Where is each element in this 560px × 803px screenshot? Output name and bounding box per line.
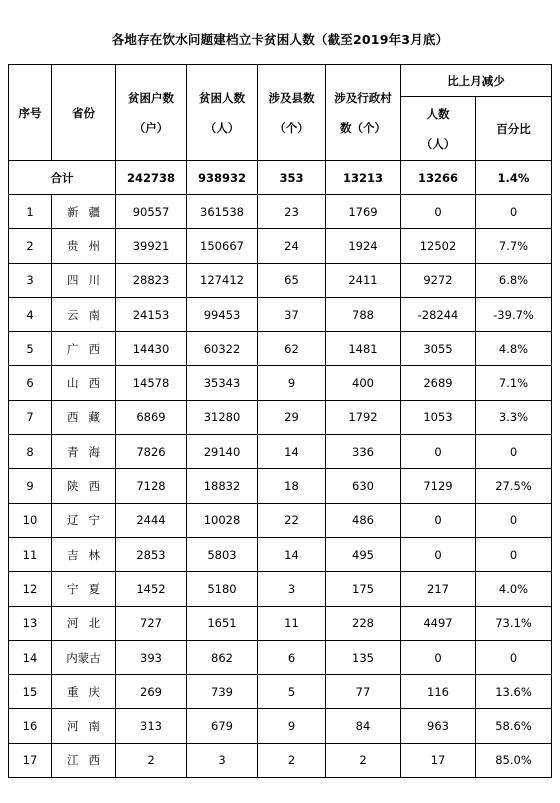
cell-counties: 3 [258,572,326,606]
cell-counties: 62 [258,332,326,366]
cell-villages: 1769 [326,195,401,229]
cell-reduction-people: 12502 [401,229,476,263]
cell-villages: 228 [326,606,401,640]
cell-households: 2 [116,743,187,777]
cell-people: 18832 [187,469,258,503]
cell-reduction-pct: 6.8% [476,263,552,297]
header-row [9,65,552,97]
header-reduction-pct: 百分比 [476,97,552,161]
cell-people: 60322 [187,332,258,366]
cell-people: 35343 [187,366,258,400]
table-row [9,435,552,469]
cell-seq: 2 [9,229,52,263]
cell-villages: 788 [326,297,401,331]
cell-reduction-pct: 27.5% [476,469,552,503]
cell-reduction-people: 0 [401,435,476,469]
cell-seq: 10 [9,503,52,537]
cell-villages: 175 [326,572,401,606]
cell-people: 739 [187,675,258,709]
cell-seq: 4 [9,297,52,331]
cell-households: 90557 [116,195,187,229]
cell-villages: 135 [326,640,401,674]
cell-reduction-pct: 3.3% [476,400,552,434]
cell-province: 云南 [52,297,116,331]
cell-households: 14430 [116,332,187,366]
cell-seq: 1 [9,195,52,229]
table-row [9,263,552,297]
cell-seq: 13 [9,606,52,640]
cell-province: 辽宁 [52,503,116,537]
cell-villages: 630 [326,469,401,503]
table-row [9,366,552,400]
cell-counties: 24 [258,229,326,263]
poverty-water-table [8,64,552,778]
cell-reduction-people: 7129 [401,469,476,503]
total-label: 合计 [9,161,116,195]
cell-counties: 37 [258,297,326,331]
cell-seq: 8 [9,435,52,469]
header-households: 贫困户数 （户） [116,65,187,161]
cell-province: 青海 [52,435,116,469]
cell-counties: 18 [258,469,326,503]
cell-villages: 84 [326,709,401,743]
cell-reduction-people: 0 [401,195,476,229]
cell-reduction-pct: -39.7% [476,297,552,331]
cell-province: 陕西 [52,469,116,503]
cell-reduction-people: 0 [401,537,476,571]
total-reduction-people: 13266 [401,161,476,195]
cell-households: 39921 [116,229,187,263]
cell-reduction-pct: 0 [476,435,552,469]
cell-counties: 5 [258,675,326,709]
cell-villages: 486 [326,503,401,537]
cell-people: 29140 [187,435,258,469]
cell-province: 四川 [52,263,116,297]
cell-households: 28823 [116,263,187,297]
cell-households: 1452 [116,572,187,606]
cell-reduction-people: 0 [401,503,476,537]
cell-seq: 15 [9,675,52,709]
cell-villages: 2411 [326,263,401,297]
cell-villages: 336 [326,435,401,469]
cell-seq: 17 [9,743,52,777]
table-row [9,743,552,777]
cell-villages: 400 [326,366,401,400]
cell-province: 广西 [52,332,116,366]
cell-reduction-people: 9272 [401,263,476,297]
cell-province: 吉林 [52,537,116,571]
cell-counties: 65 [258,263,326,297]
cell-people: 5803 [187,537,258,571]
cell-reduction-pct: 0 [476,195,552,229]
total-people: 938932 [187,161,258,195]
cell-reduction-pct: 0 [476,640,552,674]
cell-seq: 5 [9,332,52,366]
cell-counties: 2 [258,743,326,777]
cell-villages: 1924 [326,229,401,263]
cell-people: 127412 [187,263,258,297]
cell-seq: 3 [9,263,52,297]
cell-seq: 12 [9,572,52,606]
cell-reduction-people: 4497 [401,606,476,640]
cell-people: 679 [187,709,258,743]
header-people: 贫困人数 （人） [187,65,258,161]
cell-people: 31280 [187,400,258,434]
cell-reduction-people: 116 [401,675,476,709]
cell-reduction-pct: 73.1% [476,606,552,640]
cell-people: 361538 [187,195,258,229]
cell-seq: 16 [9,709,52,743]
header-reduction-group: 比上月减少 [401,65,552,97]
cell-households: 7826 [116,435,187,469]
table-row [9,572,552,606]
cell-province: 内蒙古 [52,640,116,674]
cell-counties: 23 [258,195,326,229]
cell-reduction-pct: 0 [476,503,552,537]
total-households: 242738 [116,161,187,195]
cell-province: 江西 [52,743,116,777]
cell-households: 6869 [116,400,187,434]
total-row [9,161,552,195]
cell-province: 河南 [52,709,116,743]
total-counties: 353 [258,161,326,195]
cell-reduction-pct: 7.7% [476,229,552,263]
cell-people: 862 [187,640,258,674]
cell-reduction-pct: 58.6% [476,709,552,743]
cell-reduction-pct: 13.6% [476,675,552,709]
cell-province: 山西 [52,366,116,400]
table-row [9,709,552,743]
cell-villages: 1481 [326,332,401,366]
cell-households: 269 [116,675,187,709]
cell-reduction-pct: 7.1% [476,366,552,400]
cell-province: 贵州 [52,229,116,263]
page-title: 各地存在饮水问题建档立卡贫困人数（截至2019年3月底） [111,32,449,47]
cell-villages: 2 [326,743,401,777]
header-counties: 涉及县数 （个） [258,65,326,161]
table-row [9,297,552,331]
cell-households: 2444 [116,503,187,537]
cell-people: 99453 [187,297,258,331]
cell-seq: 14 [9,640,52,674]
cell-people: 5180 [187,572,258,606]
cell-villages: 495 [326,537,401,571]
cell-people: 150667 [187,229,258,263]
cell-reduction-pct: 4.8% [476,332,552,366]
cell-counties: 14 [258,537,326,571]
total-reduction-pct: 1.4% [476,161,552,195]
cell-households: 24153 [116,297,187,331]
cell-villages: 77 [326,675,401,709]
cell-counties: 9 [258,709,326,743]
table-row [9,195,552,229]
cell-households: 727 [116,606,187,640]
cell-province: 新疆 [52,195,116,229]
cell-reduction-people: -28244 [401,297,476,331]
cell-counties: 14 [258,435,326,469]
cell-reduction-people: 217 [401,572,476,606]
cell-seq: 7 [9,400,52,434]
cell-people: 10028 [187,503,258,537]
cell-people: 3 [187,743,258,777]
table-row [9,640,552,674]
header-reduction-people: 人数 （人） [401,97,476,161]
cell-counties: 6 [258,640,326,674]
cell-counties: 11 [258,606,326,640]
table-row [9,537,552,571]
cell-province: 河北 [52,606,116,640]
cell-province: 重庆 [52,675,116,709]
total-villages: 13213 [326,161,401,195]
table-row [9,229,552,263]
table-row [9,606,552,640]
cell-province: 宁夏 [52,572,116,606]
cell-households: 7128 [116,469,187,503]
cell-seq: 11 [9,537,52,571]
cell-households: 14578 [116,366,187,400]
cell-counties: 29 [258,400,326,434]
cell-counties: 9 [258,366,326,400]
cell-reduction-people: 0 [401,640,476,674]
cell-villages: 1792 [326,400,401,434]
cell-province: 西藏 [52,400,116,434]
table-row [9,332,552,366]
cell-people: 1651 [187,606,258,640]
cell-households: 313 [116,709,187,743]
cell-reduction-people: 1053 [401,400,476,434]
cell-reduction-pct: 0 [476,537,552,571]
header-province: 省份 [52,65,116,161]
cell-reduction-people: 3055 [401,332,476,366]
cell-seq: 6 [9,366,52,400]
cell-reduction-pct: 85.0% [476,743,552,777]
cell-households: 393 [116,640,187,674]
cell-reduction-pct: 4.0% [476,572,552,606]
header-seq: 序号 [9,65,52,161]
table-row [9,675,552,709]
table-row [9,400,552,434]
cell-reduction-people: 963 [401,709,476,743]
cell-households: 2853 [116,537,187,571]
cell-reduction-people: 17 [401,743,476,777]
cell-reduction-people: 2689 [401,366,476,400]
table-row [9,469,552,503]
cell-seq: 9 [9,469,52,503]
cell-counties: 22 [258,503,326,537]
header-villages: 涉及行政村 数（个） [326,65,401,161]
table-row [9,503,552,537]
